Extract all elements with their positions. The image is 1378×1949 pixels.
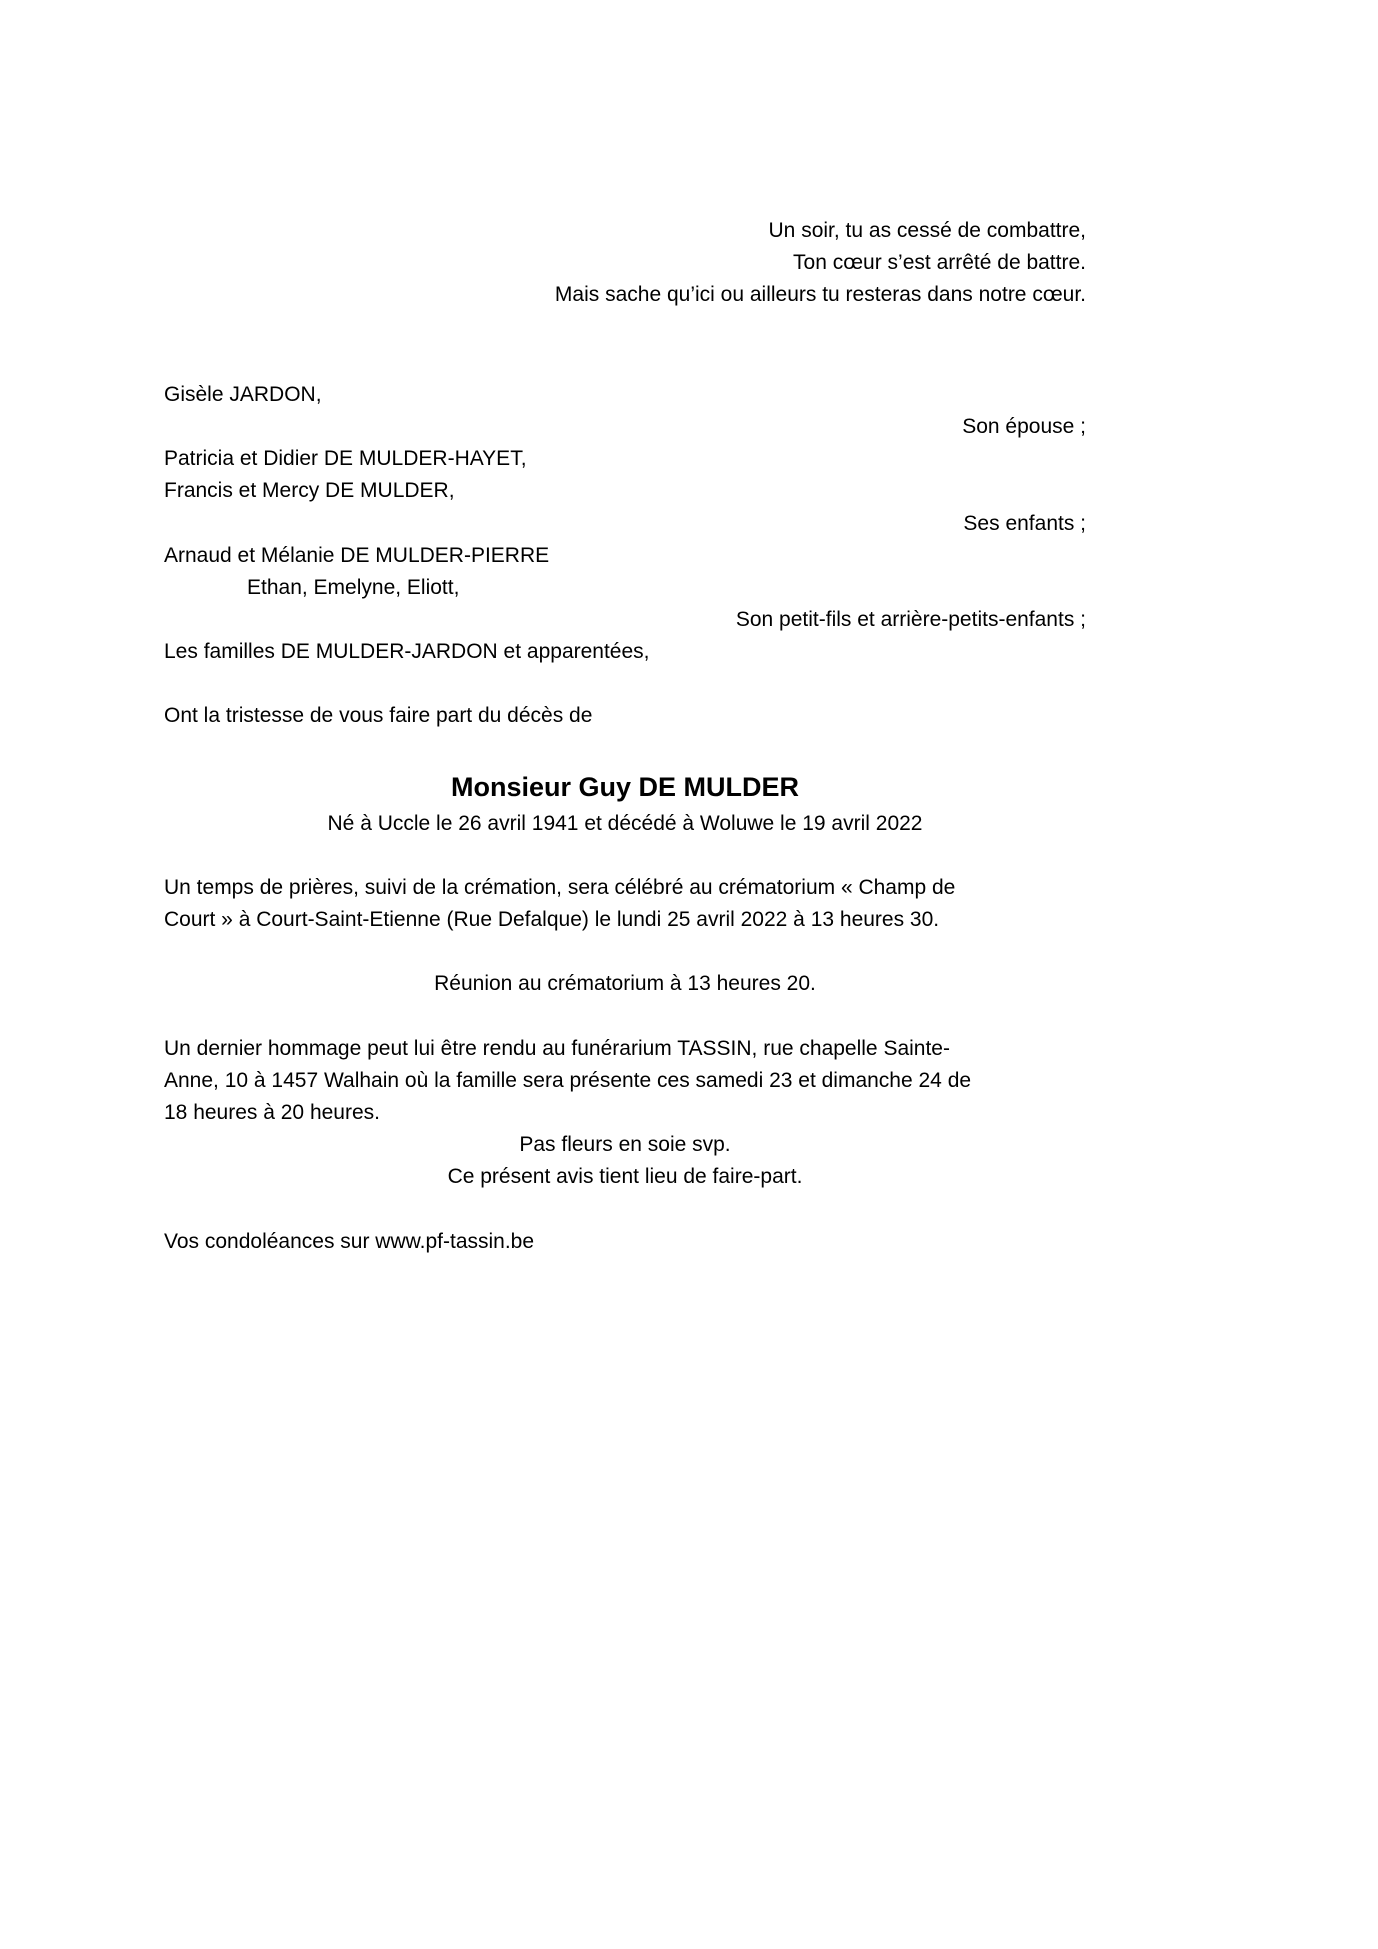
child-2: Francis et Mercy DE MULDER, (164, 479, 455, 502)
poem-line-1: Un soir, tu as cessé de combattre, (768, 219, 1086, 242)
tribute-line-3: 18 heures à 20 heures. (164, 1101, 380, 1124)
grandchildren-role: Son petit-fils et arrière-petits-enfants ; (735, 608, 1086, 631)
ceremony-meeting: Réunion au crématorium à 13 heures 20. (434, 972, 816, 995)
announcement-intro: Ont la tristesse de vous faire part du décès de (164, 704, 593, 727)
child-1: Patricia et Didier DE MULDER-HAYET, (164, 447, 527, 470)
grandchild: Arnaud et Mélanie DE MULDER-PIERRE (164, 544, 550, 567)
poem-line-3: Mais sache qu’ici ou ailleurs tu resteras dans notre cœur. (554, 283, 1086, 306)
spouse-name: Gisèle JARDON, (164, 383, 322, 406)
condolences-line: Vos condoléances sur www.pf-tassin.be (164, 1230, 535, 1253)
ceremony-line-2: Court » à Court-Saint-Etienne (Rue Defalque) le lundi 25 avril 2022 à 13 heures 30. (164, 908, 940, 931)
tribute-line-2: Anne, 10 à 1457 Walhain où la famille sera présente ces samedi 23 et dimanche 24 de (164, 1069, 972, 1092)
great-grandchildren: Ethan, Emelyne, Eliott, (247, 576, 460, 599)
notice-note: Ce présent avis tient lieu de faire-part. (447, 1165, 803, 1188)
spouse-role: Son épouse ; (962, 415, 1086, 438)
poem-line-2: Ton cœur s’est arrêté de battre. (793, 251, 1086, 274)
flowers-note: Pas fleurs en soie svp. (519, 1133, 731, 1156)
families: Les familles DE MULDER-JARDON et apparentées, (164, 640, 650, 663)
deceased-name: Monsieur Guy DE MULDER (450, 772, 800, 802)
tribute-line-1: Un dernier hommage peut lui être rendu au funérarium TASSIN, rue chapelle Sainte- (164, 1037, 950, 1060)
children-role: Ses enfants ; (963, 512, 1086, 535)
ceremony-line-1: Un temps de prières, suivi de la crémation, sera célébré au crématorium « Champ de (164, 876, 956, 899)
birth-death-dates: Né à Uccle le 26 avril 1941 et décédé à Woluwe le 19 avril 2022 (327, 812, 923, 835)
